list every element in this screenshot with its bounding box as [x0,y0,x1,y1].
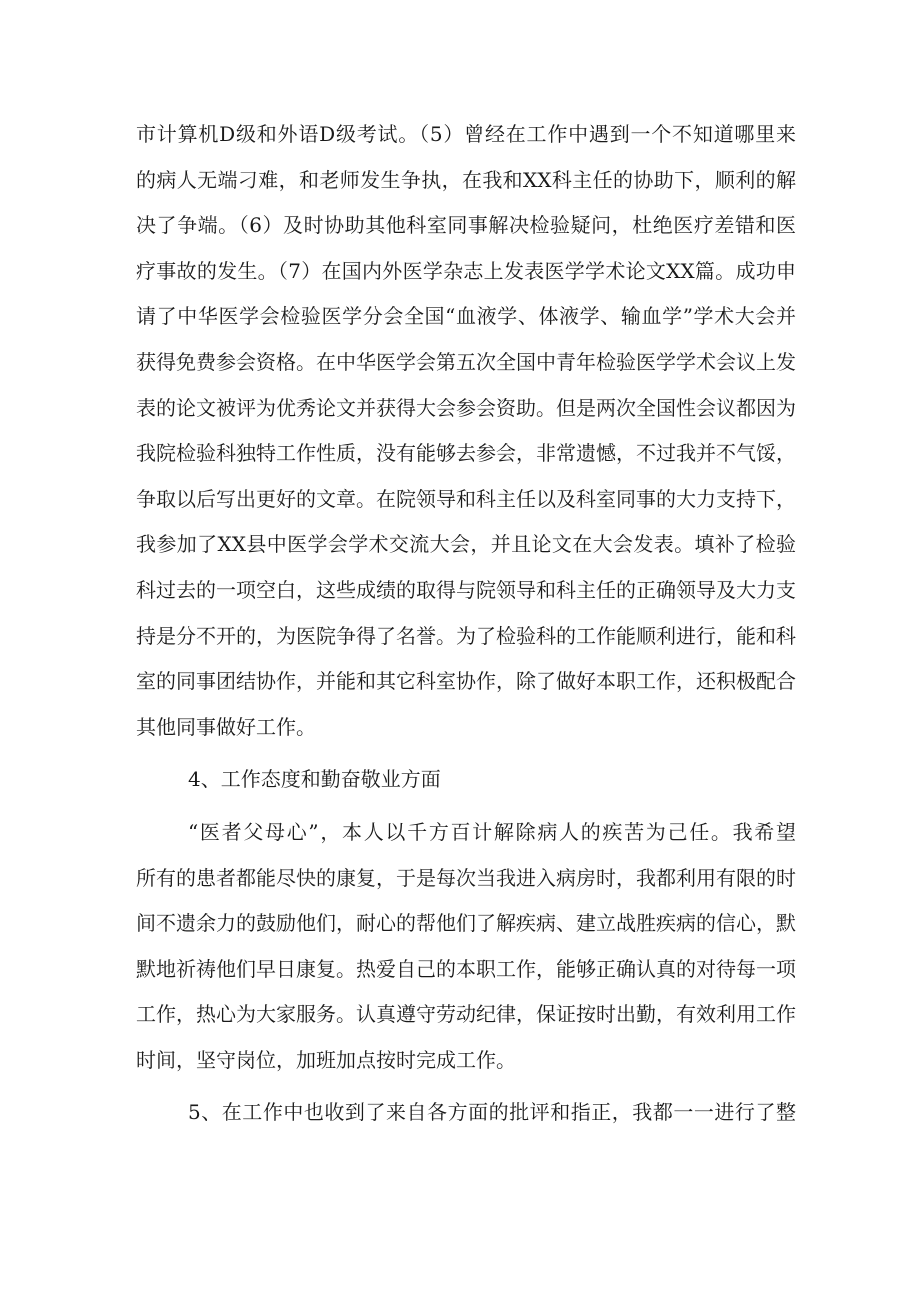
text-line: “医者父母心”，本人以千方百计解除病人的疾苦为己任。我希望 [188,819,796,844]
text-line: 决了争端。（6）及时协助其他科室同事解决检验疑问，杜绝医疗差错和医 [136,213,796,238]
section-heading-work-attitude [136,757,796,803]
text-line: 科过去的一项空白，这些成绩的取得与院领导和科主任的正确领导及大力支 [136,577,796,602]
text-line: 其他同事做好工作。 [136,714,316,739]
text-line: 的病人无端刁难，和老师发生争执，在我和XX科主任的协助下，顺利的解 [136,167,796,192]
text-line: 疗事故的发生。（7）在国内外医学杂志上发表医学学术论文XX篇。成功申 [136,258,796,283]
text-line: 工作，热心为大家服务。认真遵守劳动纪律，保证按时出勤，有效利用工作 [136,1002,796,1027]
text-line: 获得免费参会资格。在中华医学会第五次全国中青年检验医学学术会议上发 [136,349,796,374]
paragraph-achievements [136,112,796,750]
text-line: 时间，坚守岗位，加班加点按时完成工作。 [136,1047,516,1072]
text-line: 持是分不开的，为医院争得了名誉。为了检验科的工作能顺利进行，能和科 [136,623,796,648]
paragraph-criticism [136,1090,796,1136]
text-line: 表的论文被评为优秀论文并获得大会参会资助。但是两次全国性会议都因为 [136,395,796,420]
text-line: 请了中华医学会检验医学分会全国“血液学、体液学、输血学”学术大会并 [136,304,796,329]
text-line: 我参加了XX县中医学会学术交流大会，并且论文在大会发表。填补了检验 [136,532,796,557]
document-body [136,112,796,1136]
text-line: 室的同事团结协作，并能和其它科室协作，除了做好本职工作，还积极配合 [136,669,796,694]
paragraph-work-attitude [136,810,796,1084]
text-line: 所有的患者都能尽快的康复，于是每次当我进入病房时，我都利用有限的时 [136,865,796,890]
text-line: 争取以后写出更好的文章。在院领导和科主任以及科室同事的大力支持下， [136,486,796,511]
text-line: 市计算机D级和外语D级考试。（5）曾经在工作中遇到一个不知道哪里来 [136,122,796,146]
text-line: 5、在工作中也收到了来自各方面的批评和指正，我都一一进行了整 [188,1100,796,1125]
text-line: 默地祈祷他们早日康复。热爱自己的本职工作，能够正确认真的对待每一项 [136,956,796,981]
section-heading: 4、工作态度和勤奋敬业方面 [188,767,441,792]
text-line: 我院检验科独特工作性质，没有能够去参会，非常遗憾，不过我并不气馁， [136,441,796,466]
text-line: 间不遗余力的鼓励他们，耐心的帮他们了解疾病、建立战胜疾病的信心，默 [136,911,796,936]
